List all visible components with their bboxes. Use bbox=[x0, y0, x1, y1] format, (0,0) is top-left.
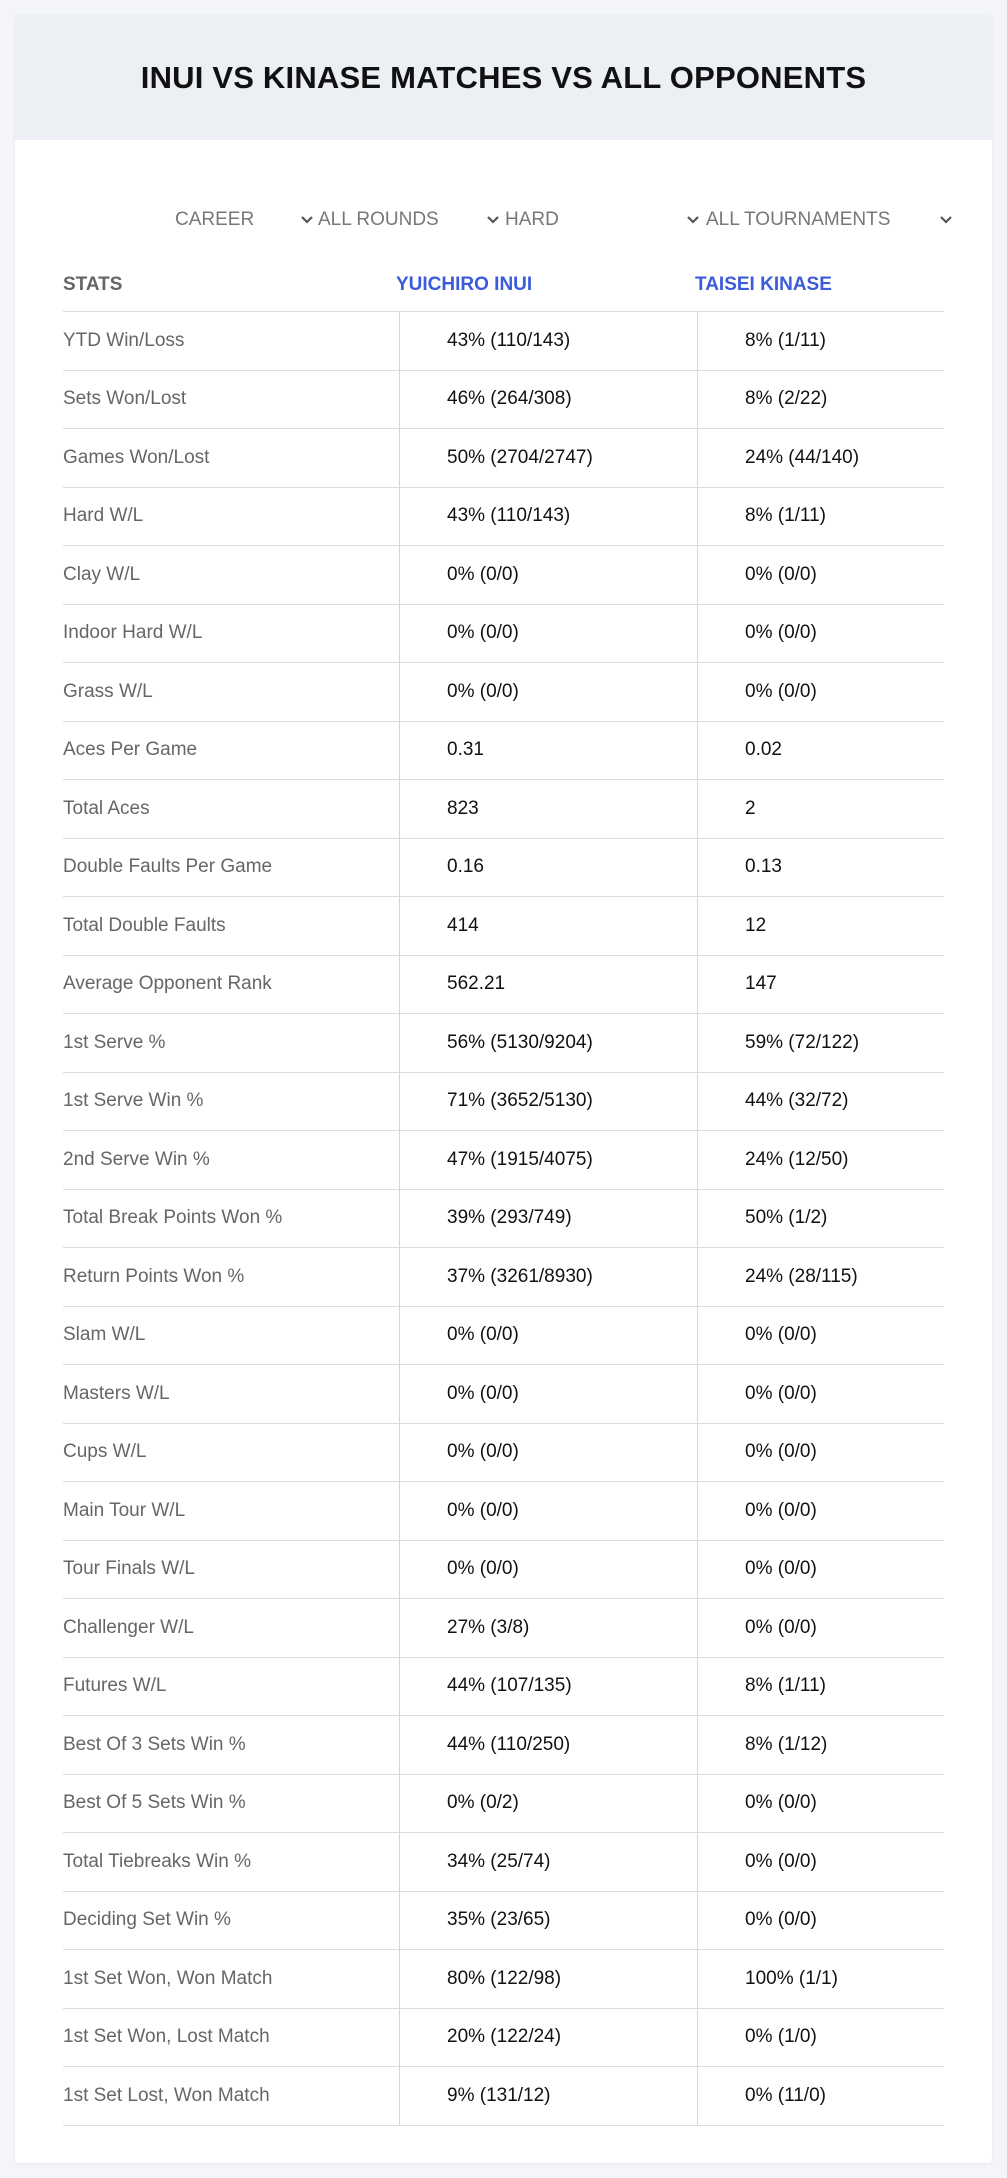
player2-value-cell bbox=[697, 722, 782, 780]
player2-value: 8% (1/12) bbox=[745, 1733, 828, 1755]
filter-value: CAREER bbox=[175, 209, 255, 230]
stat-label: Total Double Faults bbox=[63, 914, 226, 936]
table-row bbox=[63, 1424, 944, 1483]
player1-value-cell bbox=[399, 546, 519, 604]
table-row bbox=[63, 312, 944, 371]
player2-value: 0% (0/0) bbox=[745, 680, 817, 702]
player2-value-cell bbox=[697, 429, 859, 487]
player1-value: 823 bbox=[447, 797, 479, 819]
stat-label: Total Aces bbox=[63, 797, 150, 819]
player2-value: 0% (0/0) bbox=[745, 1441, 817, 1463]
player1-value-cell bbox=[399, 605, 519, 663]
player2-value-cell bbox=[697, 956, 777, 1014]
player1-value-cell bbox=[399, 2009, 561, 2067]
table-row bbox=[63, 1716, 944, 1775]
stat-label: Deciding Set Win % bbox=[63, 1909, 231, 1931]
player1-value-cell bbox=[399, 1014, 593, 1072]
table-row bbox=[63, 1482, 944, 1541]
player1-value: 9% (131/12) bbox=[447, 2084, 551, 2106]
player2-value-cell bbox=[697, 1190, 827, 1248]
player2-value: 0% (0/0) bbox=[745, 563, 817, 585]
filter-value: HARD bbox=[505, 209, 559, 230]
player1-value-cell bbox=[399, 1833, 551, 1891]
player2-value-cell bbox=[697, 2067, 826, 2125]
player2-value: 100% (1/1) bbox=[745, 1967, 838, 1989]
player1-value-cell bbox=[399, 839, 484, 897]
player2-value-cell bbox=[697, 1073, 849, 1131]
player1-value: 44% (110/250) bbox=[447, 1733, 571, 1755]
player1-value-cell bbox=[399, 429, 593, 487]
player1-value-cell bbox=[399, 1775, 519, 1833]
player1-value: 50% (2704/2747) bbox=[447, 446, 593, 468]
player2-value-cell bbox=[697, 1131, 849, 1189]
player2-value: 0.02 bbox=[745, 739, 782, 761]
career-filter-select[interactable] bbox=[175, 190, 315, 250]
table-row bbox=[63, 1833, 944, 1892]
player1-value: 0% (0/0) bbox=[447, 1382, 519, 1404]
player2-value-cell bbox=[697, 1014, 859, 1072]
table-row bbox=[63, 956, 944, 1015]
player2-value: 12 bbox=[745, 914, 767, 936]
page-header bbox=[15, 15, 992, 140]
player1-value-cell bbox=[399, 663, 519, 721]
player2-value-cell bbox=[697, 312, 826, 370]
stat-label: Double Faults Per Game bbox=[63, 856, 273, 878]
player1-value-cell bbox=[399, 1658, 572, 1716]
player1-value-cell bbox=[399, 488, 570, 546]
player1-value-cell bbox=[399, 1248, 593, 1306]
player2-value-cell bbox=[697, 546, 817, 604]
player1-value: 37% (3261/8930) bbox=[447, 1265, 593, 1287]
player2-value-cell bbox=[697, 1599, 817, 1657]
player2-value: 24% (12/50) bbox=[745, 1148, 849, 1170]
player2-value-cell bbox=[697, 780, 756, 838]
stat-label: Tour Finals W/L bbox=[63, 1558, 195, 1580]
table-row bbox=[63, 1365, 944, 1424]
stat-label: 2nd Serve Win % bbox=[63, 1148, 210, 1170]
player2-value-cell bbox=[697, 371, 827, 429]
table-header bbox=[63, 253, 944, 317]
stat-label: Games Won/Lost bbox=[63, 446, 210, 468]
player1-value: 34% (25/74) bbox=[447, 1850, 551, 1872]
stat-label: Sets Won/Lost bbox=[63, 388, 187, 410]
table-row bbox=[63, 897, 944, 956]
table-row bbox=[63, 546, 944, 605]
stat-label: 1st Serve % bbox=[63, 1031, 166, 1053]
player2-value: 8% (2/22) bbox=[745, 388, 828, 410]
player1-value-cell bbox=[399, 1307, 519, 1365]
chevron-down-icon bbox=[938, 212, 954, 228]
player1-value-cell bbox=[399, 312, 570, 370]
player1-value: 43% (110/143) bbox=[447, 505, 571, 527]
player1-value: 0% (0/0) bbox=[447, 1441, 519, 1463]
player2-value-cell bbox=[697, 1716, 827, 1774]
table-row bbox=[63, 1073, 944, 1132]
stat-label: Indoor Hard W/L bbox=[63, 622, 203, 644]
player2-value: 0% (0/0) bbox=[745, 1382, 817, 1404]
stat-label: Total Tiebreaks Win % bbox=[63, 1850, 251, 1872]
player2-value: 0.13 bbox=[745, 856, 782, 878]
table-row bbox=[63, 2009, 944, 2068]
rounds-filter-select[interactable] bbox=[318, 190, 501, 250]
player1-value: 80% (122/98) bbox=[447, 1967, 562, 1989]
stats-column-header: STATS bbox=[63, 274, 123, 295]
player1-value-cell bbox=[399, 780, 479, 838]
table-row bbox=[63, 1131, 944, 1190]
table-row bbox=[63, 1541, 944, 1600]
player1-value: 71% (3652/5130) bbox=[447, 1090, 593, 1112]
page-title: INUI VS KINASE MATCHES VS ALL OPPONENTS bbox=[140, 59, 867, 95]
player2-value: 0% (0/0) bbox=[745, 1558, 817, 1580]
table-row bbox=[63, 1599, 944, 1658]
player2-value: 8% (1/11) bbox=[745, 505, 826, 527]
table-row bbox=[63, 1190, 944, 1249]
player2-value: 0% (0/0) bbox=[745, 1499, 817, 1521]
player1-value-cell bbox=[399, 1482, 519, 1540]
table-row bbox=[63, 663, 944, 722]
chevron-down-icon bbox=[299, 212, 315, 228]
player1-value-cell bbox=[399, 1365, 519, 1423]
stat-label: Best Of 5 Sets Win % bbox=[63, 1792, 246, 1814]
table-row bbox=[63, 839, 944, 898]
stat-label: Futures W/L bbox=[63, 1675, 167, 1697]
player1-value-cell bbox=[399, 1131, 593, 1189]
stat-label: Grass W/L bbox=[63, 680, 153, 702]
table-row bbox=[63, 488, 944, 547]
table-row bbox=[63, 605, 944, 664]
player1-value-cell bbox=[399, 897, 479, 955]
player2-value-cell bbox=[697, 605, 817, 663]
player2-value-cell bbox=[697, 1950, 838, 2008]
player2-value: 0% (0/0) bbox=[745, 1792, 817, 1814]
player2-value-cell bbox=[697, 488, 826, 546]
player1-value: 0% (0/0) bbox=[447, 680, 519, 702]
player1-value-cell bbox=[399, 1190, 572, 1248]
stat-label: Cups W/L bbox=[63, 1441, 147, 1463]
player1-value-cell bbox=[399, 1599, 529, 1657]
table-row bbox=[63, 1248, 944, 1307]
player1-value: 0% (0/0) bbox=[447, 622, 519, 644]
stats-table-body bbox=[63, 311, 944, 2126]
player2-value: 24% (44/140) bbox=[745, 446, 860, 468]
player1-value: 0% (0/0) bbox=[447, 563, 519, 585]
player1-value: 0% (0/0) bbox=[447, 1558, 519, 1580]
player1-value: 46% (264/308) bbox=[447, 388, 572, 410]
stat-label: 1st Set Won, Lost Match bbox=[63, 2026, 270, 2048]
player2-value: 59% (72/122) bbox=[745, 1031, 860, 1053]
surface-filter-select[interactable] bbox=[505, 190, 701, 250]
player2-value-cell bbox=[697, 1833, 817, 1891]
player1-value: 562.21 bbox=[447, 973, 506, 995]
player2-value-cell bbox=[697, 897, 766, 955]
stat-label: 1st Set Lost, Won Match bbox=[63, 2084, 270, 2106]
player2-value: 147 bbox=[745, 973, 777, 995]
player2-value: 8% (1/11) bbox=[745, 1675, 826, 1697]
tournaments-filter-select[interactable] bbox=[706, 190, 954, 250]
player1-value: 44% (107/135) bbox=[447, 1675, 572, 1697]
player1-value-cell bbox=[399, 2067, 551, 2125]
player2-value-cell bbox=[697, 663, 817, 721]
table-row bbox=[63, 1775, 944, 1834]
player1-value-cell bbox=[399, 1541, 519, 1599]
player2-value: 50% (1/2) bbox=[745, 1207, 828, 1229]
player2-value-cell bbox=[697, 1541, 817, 1599]
stat-label: Aces Per Game bbox=[63, 739, 198, 761]
player2-value-cell bbox=[697, 1775, 817, 1833]
chevron-down-icon bbox=[685, 212, 701, 228]
stat-label: Total Break Points Won % bbox=[63, 1207, 283, 1229]
stat-label: Clay W/L bbox=[63, 563, 141, 585]
table-row bbox=[63, 1014, 944, 1073]
player1-value-cell bbox=[399, 722, 484, 780]
chevron-down-icon bbox=[485, 212, 501, 228]
player1-value: 56% (5130/9204) bbox=[447, 1031, 593, 1053]
player1-value: 43% (110/143) bbox=[447, 329, 571, 351]
table-row bbox=[63, 1950, 944, 2009]
table-row bbox=[63, 1307, 944, 1366]
stat-label: Hard W/L bbox=[63, 505, 144, 527]
player2-value-cell bbox=[697, 1248, 858, 1306]
player2-value-cell bbox=[697, 1658, 826, 1716]
player2-value: 0% (0/0) bbox=[745, 1909, 817, 1931]
filter-value: ALL ROUNDS bbox=[318, 209, 439, 230]
stats-card bbox=[15, 15, 992, 2163]
table-row bbox=[63, 2067, 944, 2126]
stat-label: Return Points Won % bbox=[63, 1265, 245, 1287]
player1-value: 414 bbox=[447, 914, 479, 936]
player2-value: 0% (0/0) bbox=[745, 1850, 817, 1872]
stat-label: Average Opponent Rank bbox=[63, 973, 272, 995]
player2-value-cell bbox=[697, 1424, 817, 1482]
player2-value: 0% (0/0) bbox=[745, 1616, 817, 1638]
player2-value-cell bbox=[697, 1307, 817, 1365]
stat-label: Slam W/L bbox=[63, 1324, 146, 1346]
player2-value-cell bbox=[697, 839, 782, 897]
player1-value: 27% (3/8) bbox=[447, 1616, 530, 1638]
player1-value-cell bbox=[399, 1073, 593, 1131]
player2-value: 8% (1/11) bbox=[745, 329, 826, 351]
stat-label: Masters W/L bbox=[63, 1382, 170, 1404]
table-row bbox=[63, 1658, 944, 1717]
table-row bbox=[63, 722, 944, 781]
player1-value-cell bbox=[399, 956, 505, 1014]
player2-value: 0% (11/0) bbox=[745, 2084, 826, 2106]
player1-value: 0% (0/0) bbox=[447, 1499, 519, 1521]
stat-label: YTD Win/Loss bbox=[63, 329, 185, 351]
player2-value: 2 bbox=[745, 797, 756, 819]
player1-value: 0% (0/0) bbox=[447, 1324, 519, 1346]
player1-value: 20% (122/24) bbox=[447, 2026, 562, 2048]
filter-bar bbox=[15, 190, 992, 250]
player1-value-cell bbox=[399, 1716, 570, 1774]
player1-value: 47% (1915/4075) bbox=[447, 1148, 593, 1170]
table-row bbox=[63, 780, 944, 839]
table-row bbox=[63, 1892, 944, 1951]
player1-value: 0.31 bbox=[447, 739, 484, 761]
player1-value-cell bbox=[399, 1950, 561, 2008]
player2-value-cell bbox=[697, 2009, 817, 2067]
player2-value: 0% (0/0) bbox=[745, 1324, 817, 1346]
player1-link[interactable]: YUICHIRO INUI bbox=[396, 274, 533, 295]
stat-label: Main Tour W/L bbox=[63, 1499, 186, 1521]
player1-value: 35% (23/65) bbox=[447, 1909, 551, 1931]
player2-value-cell bbox=[697, 1892, 817, 1950]
stat-label: Best Of 3 Sets Win % bbox=[63, 1733, 246, 1755]
player1-value: 39% (293/749) bbox=[447, 1207, 572, 1229]
player2-value: 44% (32/72) bbox=[745, 1090, 849, 1112]
player2-link[interactable]: TAISEI KINASE bbox=[695, 274, 832, 295]
player1-value-cell bbox=[399, 1892, 551, 1950]
stat-label: 1st Serve Win % bbox=[63, 1090, 204, 1112]
table-row bbox=[63, 429, 944, 488]
player2-value-cell bbox=[697, 1482, 817, 1540]
player2-value: 24% (28/115) bbox=[745, 1265, 858, 1287]
stat-label: Challenger W/L bbox=[63, 1616, 194, 1638]
player1-value-cell bbox=[399, 1424, 519, 1482]
player1-value-cell bbox=[399, 371, 572, 429]
player1-value: 0% (0/2) bbox=[447, 1792, 519, 1814]
player2-value: 0% (0/0) bbox=[745, 622, 817, 644]
player2-value-cell bbox=[697, 1365, 817, 1423]
table-row bbox=[63, 371, 944, 430]
filter-value: ALL TOURNAMENTS bbox=[706, 209, 891, 230]
stat-label: 1st Set Won, Won Match bbox=[63, 1967, 273, 1989]
player1-value: 0.16 bbox=[447, 856, 484, 878]
player2-value: 0% (1/0) bbox=[745, 2026, 817, 2048]
